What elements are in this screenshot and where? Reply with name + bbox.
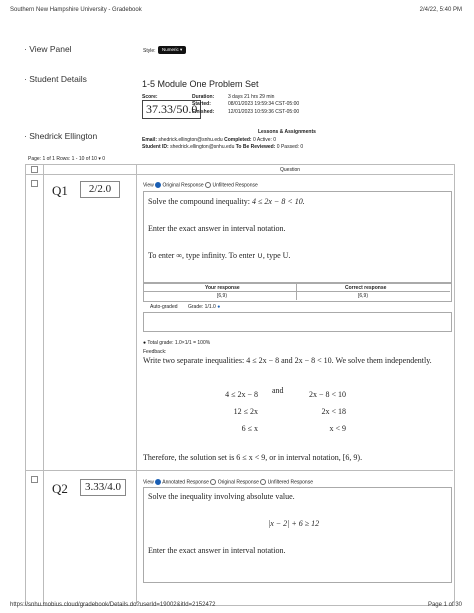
q1-prompt: Solve the compound inequality: 4 ≤ 2x − 8 < 10. bbox=[148, 197, 305, 206]
q2-prompt-math: |x − 2| + 6 ≥ 12 bbox=[268, 519, 320, 528]
q1-prompt-box bbox=[143, 191, 452, 283]
divider bbox=[143, 291, 450, 292]
q2-label: Q2 bbox=[52, 481, 68, 496]
correct-response: [6,9) bbox=[358, 293, 369, 299]
finished-value: 12/01/2023 10:59:36 CST-05:00 bbox=[228, 109, 300, 115]
started-value: 08/01/2023 19:59:34 CST-05:00 bbox=[228, 101, 300, 107]
work-and: and bbox=[272, 386, 284, 395]
q2-view-options: View Annotated Response Original Response Unfiltered Response bbox=[143, 479, 313, 486]
q1-feedback-intro: Write two separate inequalities: 4 ≤ 2x − 8 and 2x − 8 < 10. We solve them independently. bbox=[143, 356, 432, 365]
q1-unfiltered-radio[interactable] bbox=[205, 182, 211, 188]
divider bbox=[136, 164, 137, 604]
email-row: Email: shedrick.ellington@snhu.edu Completed: 0 Active: 0 bbox=[142, 137, 277, 143]
select-all-checkbox[interactable] bbox=[31, 166, 38, 173]
q1-conclusion: Therefore, the solution set is 6 ≤ x < 9, or in interval notation, [6, 9). bbox=[143, 453, 363, 462]
view-panel-link[interactable]: · View Panel bbox=[24, 44, 72, 54]
q1-feedback-label: Feedback: bbox=[143, 349, 167, 355]
pagination[interactable]: Page: 1 of 1 Rows: 1 - 10 of 10 ▾ 0 bbox=[28, 156, 105, 162]
style-label: Style: bbox=[143, 48, 156, 54]
print-footer-page: Page 1 of 30 bbox=[427, 602, 462, 608]
correct-response-label: Correct response bbox=[345, 285, 387, 291]
print-footer-url: https://snhu.mobius.cloud/gradebook/Details.do?userId=19002&itId=2152472 bbox=[10, 602, 216, 608]
q1-auto-graded: Auto-graded bbox=[150, 304, 178, 310]
work-step: 2x < 18 bbox=[321, 407, 346, 416]
work-step: 4 ≤ 2x − 8 bbox=[225, 390, 258, 399]
student-details-link[interactable]: · Student Details bbox=[24, 74, 87, 84]
work-step: 2x − 8 < 10 bbox=[308, 390, 346, 399]
q2-unfiltered-radio[interactable] bbox=[260, 479, 266, 485]
duration-label: Duration: bbox=[192, 94, 215, 100]
work-step: 6 ≤ x bbox=[241, 424, 258, 433]
work-right bbox=[304, 386, 346, 437]
check-icon: ● bbox=[217, 304, 221, 310]
work-left bbox=[218, 386, 258, 437]
q2-prompt-box bbox=[143, 487, 452, 583]
score-label: Score: bbox=[142, 94, 158, 100]
your-response-label: Your response bbox=[205, 285, 240, 291]
q1-instruction-1: Enter the exact answer in interval notation. bbox=[148, 224, 286, 233]
duration-value: 3 days 21 hrs 29 min bbox=[228, 94, 275, 100]
score-value: 37.33/50.0 bbox=[142, 100, 201, 119]
q2-original-radio[interactable] bbox=[210, 479, 216, 485]
student-name-link[interactable]: · Shedrick Ellington bbox=[24, 131, 98, 141]
q2-instruction-1: Enter the exact answer in interval notation. bbox=[148, 546, 286, 555]
q2-prompt: Solve the inequality involving absolute value. bbox=[148, 492, 295, 501]
finished-label: Finished: bbox=[192, 109, 215, 115]
q2-score: 3.33/4.0 bbox=[80, 479, 126, 496]
q1-grade: Grade: 1/1.0 ● bbox=[188, 304, 221, 310]
print-header-title: Southern New Hampshire University - Gradebook bbox=[10, 7, 142, 13]
column-question: Question bbox=[280, 167, 301, 173]
student-id-row: Student ID: shedrick.ellington@snhu.edu To Be Reviewed: 0 Passed: 0 bbox=[142, 144, 304, 150]
q1-label: Q1 bbox=[52, 183, 68, 198]
q1-comment-box[interactable] bbox=[143, 312, 452, 332]
your-response: [6,9) bbox=[217, 293, 228, 299]
check-circle-icon: ● bbox=[143, 340, 147, 346]
table-header bbox=[25, 164, 453, 175]
assignment-title: 1-5 Module One Problem Set bbox=[142, 79, 259, 89]
q1-instruction-2: To enter ∞, type infinity. To enter ∪, type U. bbox=[148, 251, 291, 260]
print-header-date: 2/4/22, 5:40 PM bbox=[419, 7, 462, 13]
q1-score: 2/2.0 bbox=[80, 181, 120, 198]
work-step: 12 ≤ 2x bbox=[233, 407, 258, 416]
lessons-heading: Lessons & Assignments bbox=[258, 129, 316, 135]
started-label: Started: bbox=[192, 101, 211, 107]
q2-annotated-radio[interactable] bbox=[155, 479, 161, 485]
q1-total-grade: ● Total grade: 1.0×1/1 = 100% bbox=[143, 340, 211, 346]
q2-checkbox[interactable] bbox=[31, 476, 38, 483]
divider bbox=[43, 164, 44, 604]
q1-view-options: View Original Response Unfiltered Response bbox=[143, 182, 258, 189]
row-divider bbox=[25, 470, 453, 471]
work-step: x < 9 bbox=[329, 424, 346, 433]
style-select[interactable]: Numeric ▾ bbox=[158, 46, 186, 54]
q1-original-radio[interactable] bbox=[155, 182, 161, 188]
q1-checkbox[interactable] bbox=[31, 180, 38, 187]
q1-response-table bbox=[143, 283, 452, 302]
